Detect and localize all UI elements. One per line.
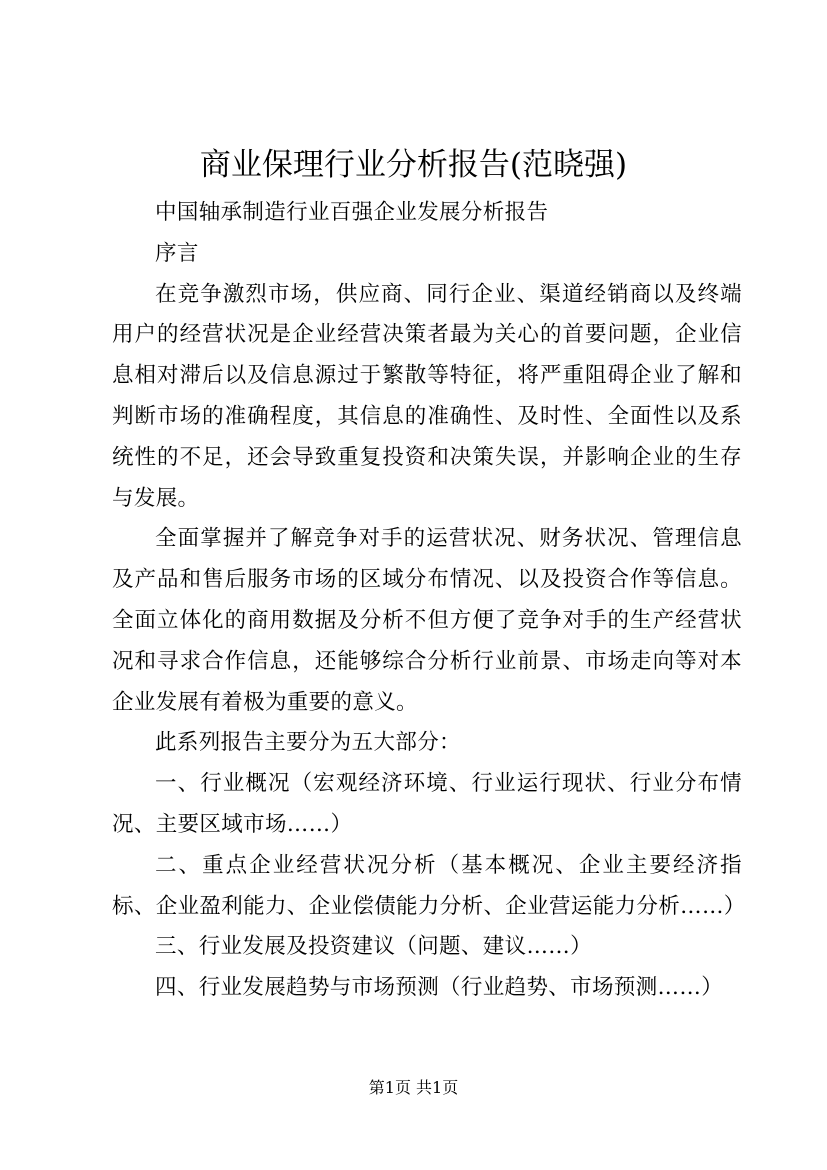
list-item: 一、行业概况（宏观经济环境、行业运行现状、行业分布情况、主要区域市场……） bbox=[112, 771, 742, 837]
list-item: 二、重点企业经营状况分析（基本概况、企业主要经济指标、企业盈利能力、企业偿债能力分析、企业营运能力分析……） bbox=[112, 852, 746, 919]
list-item: 三、行业发展及投资建议（问题、建议……） bbox=[155, 934, 593, 960]
body-paragraph: 在竞争激烈市场，供应商、同行企业、渠道经销商以及终端用户的经营状况是企业经营决策者最为关心的首要问题，企业信息相对滞后以及信息源过于繁散等特征，将严重阻碍企业了解和判断市场的准确程度，其信息的准确性、及时性、全面性以及系统性的不足，还会导致重复投资和决策失误，并影响企业的生存与发展。 bbox=[112, 281, 742, 511]
document-body bbox=[112, 193, 746, 1009]
body-paragraph: 此系列报告主要分为五大部分： bbox=[155, 730, 461, 756]
page-number-footer: 第1页 共1页 bbox=[368, 1078, 459, 1097]
subtitle-paragraph: 中国轴承制造行业百强企业发展分析报告 bbox=[155, 200, 549, 225]
page-title: 商业保理行业分析报告(范晓强) bbox=[199, 147, 628, 183]
list-item: 四、行业发展趋势与市场预测（行业趋势、市场预测……） bbox=[155, 975, 724, 1001]
preface-heading: 序言 bbox=[155, 240, 199, 266]
body-paragraph: 全面掌握并了解竞争对手的运营状况、财务状况、管理信息及产品和售后服务市场的区域分布情况、以及投资合作等信息。全面立体化的商用数据及分析不但方便了竞争对手的生产经营状况和寻求合作信息，还能够综合分析行业前景、市场走向等对本企业发展有着极为重要的意义。 bbox=[112, 526, 742, 715]
